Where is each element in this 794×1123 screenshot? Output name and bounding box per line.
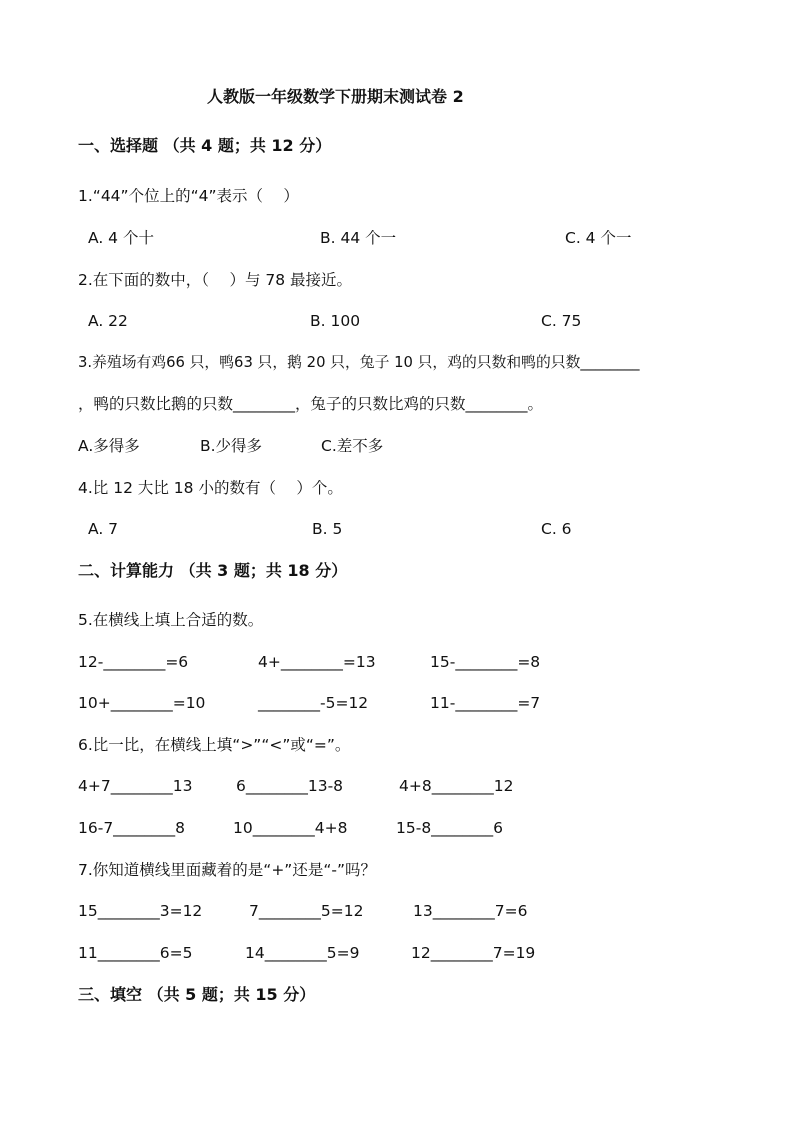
- question-2-option-c: C. 75: [541, 312, 582, 330]
- question-6-item: 16-7________8: [78, 819, 186, 837]
- question-6-item: 6________13-8: [236, 777, 344, 795]
- question-4-stem: 4.比 12 大比 18 小的数有（ ）个。: [78, 479, 343, 497]
- question-6-item: 15-8________6: [396, 819, 504, 837]
- question-3-option-a: A.多得多: [78, 437, 140, 455]
- question-3-stem-line1: 3.养殖场有鸡66 只，鸭63 只，鹅 20 只，兔子 10 只，鸡的只数和鸭的只数________: [78, 354, 640, 371]
- question-1-option-b: B. 44 个一: [320, 229, 397, 247]
- question-1-option-a: A. 4 个十: [88, 229, 154, 247]
- question-4-option-b: B. 5: [312, 520, 343, 538]
- page-title: 人教版一年级数学下册期末测试卷 2: [207, 87, 464, 106]
- question-7-item: 13________7=6: [413, 902, 528, 920]
- question-7-item: 11________6=5: [78, 944, 193, 962]
- question-4-option-a: A. 7: [88, 520, 119, 538]
- question-5-item: 10+________=10: [78, 694, 206, 712]
- question-1-option-c: C. 4 个一: [565, 229, 632, 247]
- question-6-stem: 6.比一比，在横线上填“>”“<”或“=”。: [78, 736, 351, 754]
- question-7-item: 12________7=19: [411, 944, 536, 962]
- question-7-item: 15________3=12: [78, 902, 203, 920]
- section-heading-fill-in: 三、填空 （共 5 题；共 15 分）: [78, 985, 316, 1004]
- question-7-item: 14________5=9: [245, 944, 360, 962]
- question-2-option-b: B. 100: [310, 312, 361, 330]
- question-4-option-c: C. 6: [541, 520, 572, 538]
- section-heading-choice: 一、选择题 （共 4 题；共 12 分）: [78, 136, 332, 155]
- question-5-item: 11-________=7: [430, 694, 541, 712]
- question-2-stem: 2.在下面的数中，（ ）与 78 最接近。: [78, 271, 353, 289]
- question-7-item: 7________5=12: [249, 902, 364, 920]
- question-2-option-a: A. 22: [88, 312, 128, 330]
- question-7-stem: 7.你知道横线里面藏着的是“+”还是“-”吗？: [78, 861, 376, 879]
- question-5-stem: 5.在横线上填上合适的数。: [78, 611, 264, 629]
- section-heading-calculation: 二、计算能力 （共 3 题；共 18 分）: [78, 561, 348, 580]
- question-5-item: 12-________=6: [78, 653, 189, 671]
- question-6-item: 4+7________13: [78, 777, 193, 795]
- question-5-item: 15-________=8: [430, 653, 541, 671]
- question-3-option-b: B.少得多: [200, 437, 263, 455]
- question-6-item: 10________4+8: [233, 819, 348, 837]
- question-5-item: 4+________=13: [258, 653, 376, 671]
- question-6-item: 4+8________12: [399, 777, 514, 795]
- question-3-stem-line2: ，鸭的只数比鹅的只数________，兔子的只数比鸡的只数________。: [78, 395, 544, 413]
- question-3-option-c: C.差不多: [321, 437, 384, 455]
- question-1-stem: 1.“44”个位上的“4”表示（ ）: [78, 187, 299, 205]
- question-5-item: ________-5=12: [258, 694, 369, 712]
